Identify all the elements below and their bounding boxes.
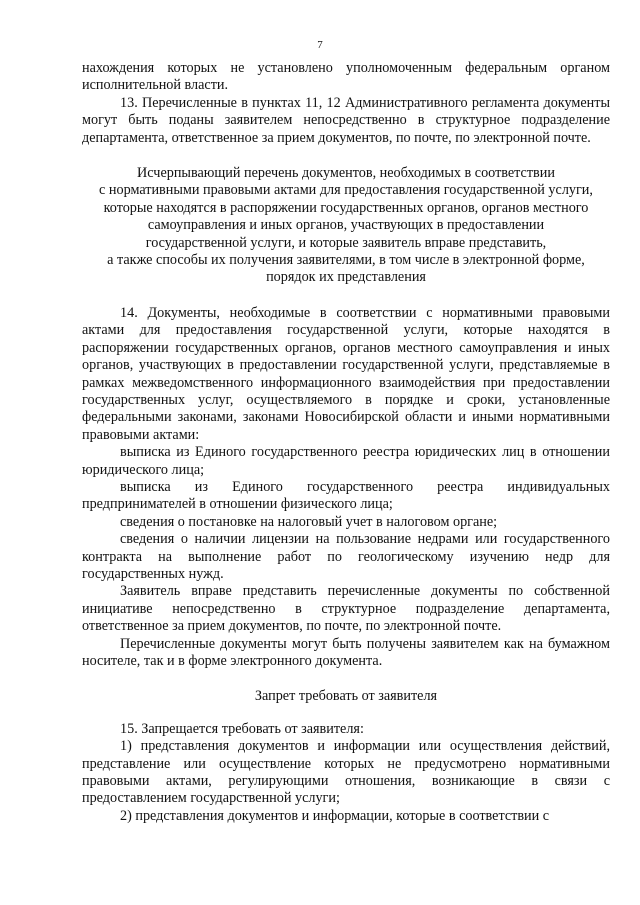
heading-line: с нормативными правовыми актами для предоставления государственной услуги,: [99, 182, 593, 199]
paragraph-13: 13. Перечисленные в пунктах 11, 12 Административного регламента документы могут быть поданы заявителем непосредственно в структурное подразделение департамента, ответственное за прием документов, по почте, по электронной почте.: [82, 94, 610, 146]
list-item-tax-registration: сведения о постановке на налоговый учет в налоговом органе;: [120, 513, 498, 530]
section-heading-documents-list: [82, 165, 610, 287]
paragraph-15-1: 1) представления документов и информации или осуществления действий, представление или осуществление которых не предусмотрено нормативными правовыми актами, регулирующими отношения, возникающие в связи с предоставлением государственной услуги;: [82, 738, 610, 807]
spacer: [82, 147, 610, 165]
spacer: [82, 706, 610, 721]
heading-line: Исчерпывающий перечень документов, необходимых в соответствии: [137, 165, 555, 182]
page-number: 7: [317, 39, 323, 51]
paragraph-applicant-right: Заявитель вправе представить перечисленные документы по собственной инициативе непосредственно в структурное подразделение департамента, ответственное за прием документов, по почте, по электронной почте.: [82, 583, 610, 635]
section-heading-prohibition: Запрет требовать от заявителя: [254, 688, 438, 705]
document-body: [82, 60, 610, 825]
heading-line: а также способы их получения заявителями, в том числе в электронной форме,: [107, 252, 585, 269]
paragraph-15-2: 2) представления документов и информации, которые в соответствии с: [120, 807, 550, 824]
list-item-subsoil-license: сведения о наличии лицензии на пользование недрами или государственного контракта на выполнение работ по геологическому изучению недр для государственных нужд.: [82, 531, 610, 582]
paragraph-15: 15. Запрещается требовать от заявителя:: [120, 720, 364, 737]
list-item-entrepreneurs-extract: выписка из Единого государственного реестра индивидуальных предпринимателей в отношении физического лица;: [82, 478, 610, 513]
heading-line: государственной услуги, и которые заявитель вправе представить,: [145, 234, 547, 251]
spacer: [82, 287, 610, 305]
list-item-legal-entities-extract: выписка из Единого государственного реестра юридических лиц в отношении юридического лица;: [82, 444, 610, 478]
paragraph-documents-received: Перечисленные документы могут быть получены заявителем как на бумажном носителе, так и в форме электронного документа.: [82, 635, 610, 669]
paragraph-continuation: нахождения которых не установлено уполномоченным федеральным органом исполнительной власти.: [82, 60, 610, 94]
spacer: [82, 670, 610, 688]
heading-line: порядок их представления: [266, 269, 426, 286]
heading-line: самоуправления и иных органов, участвующих в предоставлении: [147, 217, 545, 234]
paragraph-14: 14. Документы, необходимые в соответствии с нормативными правовыми актами для предоставления государственной услуги, которые находятся в распоряжении государственных органов, органов местного самоуправления и иных органов, участвующих в предоставлении государственной услуги, представляемые в рамках межведомственного информационного взаимодействия при предоставлении государственных услуг, осуществляемого в порядке и сроки, установленные федеральными законами, законами Новосибирской области и иными нормативными правовыми актами:: [82, 304, 610, 443]
heading-line: которые находятся в распоряжении государственных органов, органов местного: [103, 199, 589, 216]
